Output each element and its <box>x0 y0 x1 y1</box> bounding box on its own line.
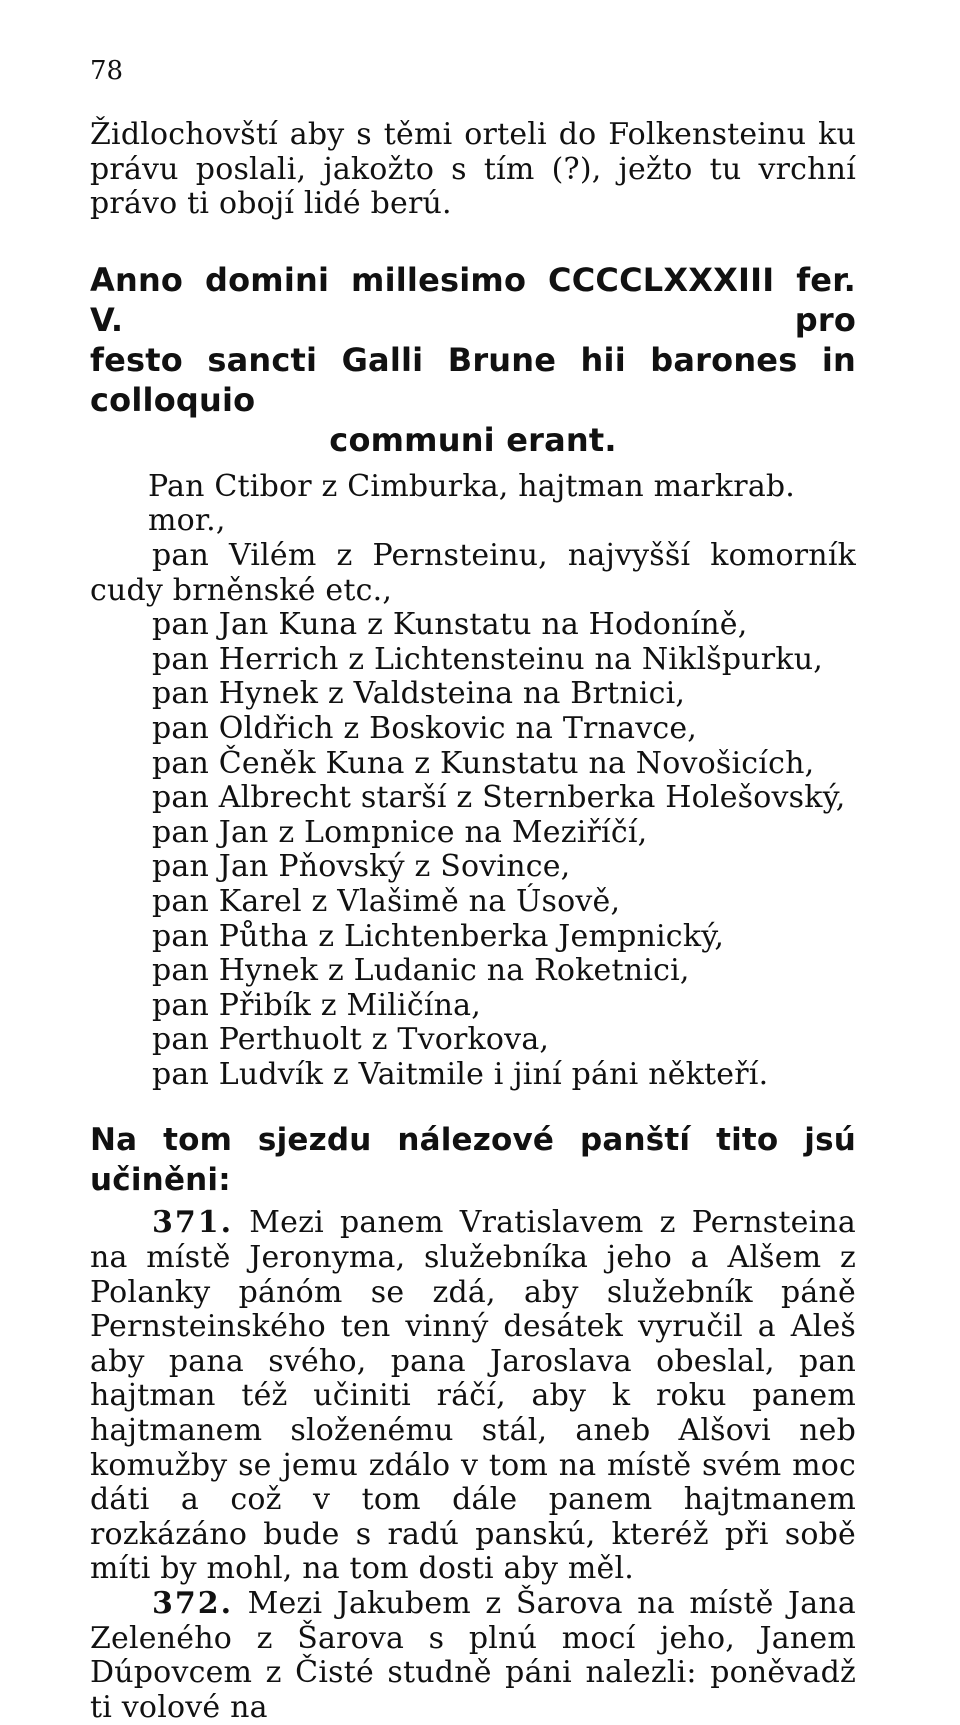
intro-paragraph: Židlochovští aby s těmi orteli do Folkensteinu ku právu poslali, jakožto s tím (?), ježto tu vrchní právo ti obojí lidé berú. <box>90 117 856 222</box>
attendee-item: pan Přibík z Miličína, <box>152 987 481 1023</box>
page-number: 78 <box>90 56 124 86</box>
paragraph-text: Mezi Jakubem z Šarova na místě Jana Zeleného z Šarova s plnú mocí jeho, Janem Dúpovcem z Čisté studně páni nalezli: poněvadž ti volové na <box>90 1586 856 1725</box>
attendee-item: pan Karel z Vlašimě na Úsově, <box>152 883 621 919</box>
session-heading-line-2: festo sancti Galli Brune hii barones in colloquio <box>90 340 856 419</box>
attendee-item: pan Oldřich z Boskovic na Trnavce, <box>152 710 698 746</box>
attendee-item: pan Čeněk Kuna z Kunstatu na Novošicích, <box>152 745 815 781</box>
page-text <box>90 118 856 1725</box>
attendee-item: pan Hynek z Ludanic na Roketnici, <box>152 953 690 989</box>
paragraph-text: Mezi panem Vratislavem z Pernsteina na místě Jeronyma, služebníka jeho a Alšem z Polanky pánóm se zdá, aby služebník páně Pernsteinského ten vinný desátek vyručil a Aleš aby pana svého, pana Jaroslava obeslal, pan hajtman též učiniti ráčí, aby k roku panem hajtmanem složenému stál, aneb Alšovi neb komužby se jemu zdálo v tom na místě svém moc dáti a což v tom dále panem hajtmanem rozkázáno bude s radú panskú, kteréž při sobě míti by mohl, na tom dosti aby měl. <box>90 1205 856 1587</box>
attendee-item: pan Hynek z Valdsteina na Brtnici, <box>152 676 686 712</box>
attendee-item: pan Jan Pňovský z Sovince, <box>152 849 571 885</box>
attendee-item: pan Jan z Lompnice na Meziříčí, <box>152 814 648 850</box>
attendee-item: pan Ludvík z Vaitmile i jiní páni někteří. <box>152 1056 769 1092</box>
session-heading-line-3: communi erant. <box>329 420 617 459</box>
finding-paragraph-372 <box>90 1587 856 1725</box>
attendee-item: pan Perthuolt z Tvorkova, <box>152 1022 550 1058</box>
attendee-item: pan Albrecht starší z Sternberka Holešovský, <box>152 780 846 816</box>
attendee-item: Pan Ctibor z Cimburka, hajtman markrab. mor., <box>148 468 796 539</box>
session-heading <box>90 260 856 460</box>
attendee-list <box>90 470 856 1093</box>
paragraph-number: 371. <box>152 1205 234 1241</box>
finding-paragraph-371 <box>90 1206 856 1587</box>
findings-heading: Na tom sjezdu nálezové panští tito jsú učiněni: <box>90 1122 856 1199</box>
session-heading-line-1: Anno domini millesimo CCCCLXXXIII fer. V. pro <box>90 260 856 339</box>
attendee-item: pan Půtha z Lichtenberka Jempnický, <box>152 918 725 954</box>
attendee-item: pan Herrich z Lichtensteinu na Niklšpurku, <box>152 641 823 677</box>
paragraph-number: 372. <box>152 1586 234 1621</box>
attendee-item: pan Jan Kuna z Kunstatu na Hodoníně, <box>152 607 748 643</box>
attendee-item: pan Vilém z Pernsteinu, najvyšší komorník cudy brněnské etc., <box>90 537 856 608</box>
